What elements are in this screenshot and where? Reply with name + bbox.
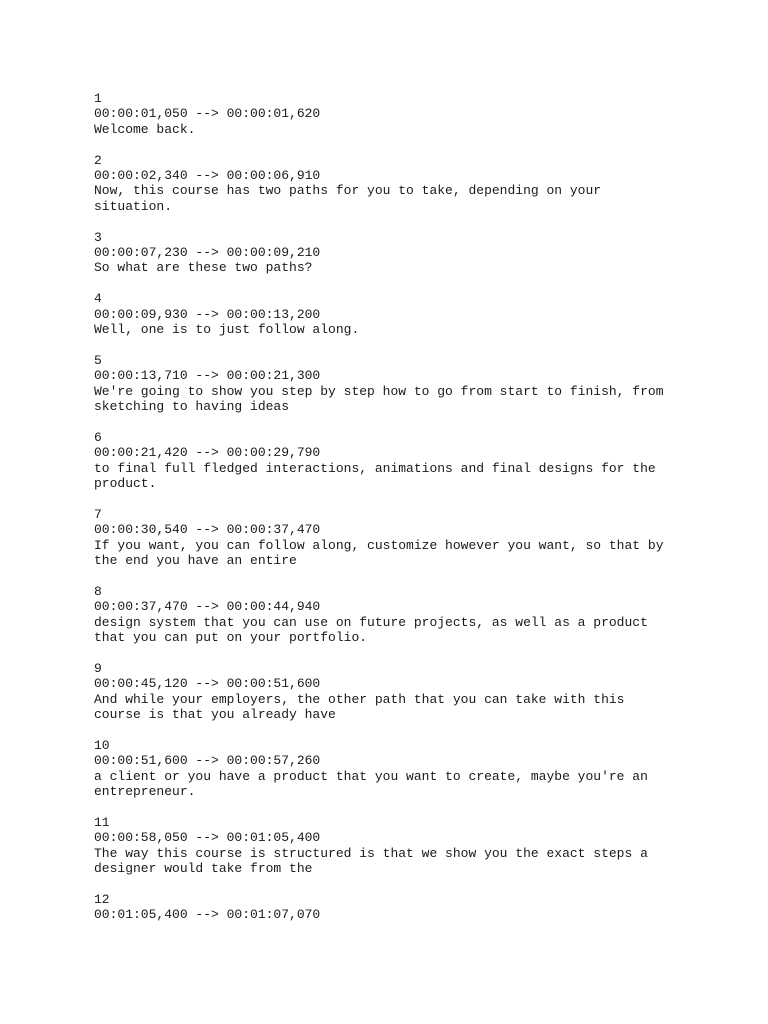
cue-index: 11 xyxy=(94,814,110,830)
cue-timestamp: 00:00:07,230 --> 00:00:09,210 xyxy=(94,245,321,261)
cue-index: 2 xyxy=(94,152,102,168)
cue-timestamp: 00:00:09,930 --> 00:00:13,200 xyxy=(94,306,321,322)
cue-text-line: Now, this course has two paths for you to take, depending on your xyxy=(94,183,602,199)
cue-timestamp: 00:00:37,470 --> 00:00:44,940 xyxy=(94,599,321,615)
cue-text-line: If you want, you can follow along, customize however you want, so that by xyxy=(94,537,664,553)
cue-timestamp: 00:00:01,050 --> 00:00:01,620 xyxy=(94,106,321,122)
cue-text-line: the end you have an entire xyxy=(94,553,297,569)
cue-text-line: entrepreneur. xyxy=(94,784,196,800)
subtitle-cue xyxy=(94,892,694,923)
cue-text-line: product. xyxy=(94,476,157,492)
cue-text-line: Welcome back. xyxy=(94,121,196,137)
subtitle-cue xyxy=(94,353,694,415)
cue-timestamp: 00:00:30,540 --> 00:00:37,470 xyxy=(94,522,321,538)
cue-index: 7 xyxy=(94,506,102,522)
cue-index: 12 xyxy=(94,891,110,907)
cue-text-line: that you can put on your portfolio. xyxy=(94,630,368,646)
cue-text-line: to final full fledged interactions, animations and final designs for the xyxy=(94,460,656,476)
subtitle-cue-list xyxy=(94,91,694,938)
cue-text-line: We're going to show you step by step how to go from start to finish, from xyxy=(94,383,664,399)
cue-index: 4 xyxy=(94,291,102,307)
subtitle-cue xyxy=(94,153,694,215)
subtitle-cue xyxy=(94,815,694,877)
cue-text-line: sketching to having ideas xyxy=(94,399,290,415)
subtitle-cue xyxy=(94,661,694,723)
cue-text-line: Well, one is to just follow along. xyxy=(94,322,360,338)
cue-timestamp: 00:00:21,420 --> 00:00:29,790 xyxy=(94,445,321,461)
cue-index: 9 xyxy=(94,660,102,676)
cue-index: 8 xyxy=(94,583,102,599)
cue-text-line: situation. xyxy=(94,198,173,214)
cue-text-line: course is that you already have xyxy=(94,707,336,723)
cue-timestamp: 00:01:05,400 --> 00:01:07,070 xyxy=(94,907,321,923)
cue-index: 10 xyxy=(94,737,110,753)
cue-timestamp: 00:00:13,710 --> 00:00:21,300 xyxy=(94,368,321,384)
cue-timestamp: 00:00:45,120 --> 00:00:51,600 xyxy=(94,676,321,692)
cue-text-line: a client or you have a product that you want to create, maybe you're an xyxy=(94,768,648,784)
subtitle-cue xyxy=(94,507,694,569)
subtitle-cue xyxy=(94,291,694,337)
cue-text-line: designer would take from the xyxy=(94,861,313,877)
subtitle-cue xyxy=(94,430,694,492)
subtitle-cue xyxy=(94,230,694,276)
cue-timestamp: 00:00:02,340 --> 00:00:06,910 xyxy=(94,168,321,184)
cue-text-line: design system that you can use on future projects, as well as a product xyxy=(94,614,648,630)
cue-text-line: And while your employers, the other path that you can take with this xyxy=(94,691,625,707)
cue-index: 1 xyxy=(94,91,102,106)
subtitle-cue xyxy=(94,584,694,646)
subtitle-cue xyxy=(94,738,694,800)
cue-text-line: The way this course is structured is that we show you the exact steps a xyxy=(94,845,648,861)
cue-text-line: So what are these two paths? xyxy=(94,260,313,276)
subtitle-cue xyxy=(94,91,694,137)
cue-index: 5 xyxy=(94,352,102,368)
cue-timestamp: 00:00:58,050 --> 00:01:05,400 xyxy=(94,830,321,846)
cue-index: 3 xyxy=(94,229,102,245)
cue-index: 6 xyxy=(94,429,102,445)
cue-timestamp: 00:00:51,600 --> 00:00:57,260 xyxy=(94,753,321,769)
